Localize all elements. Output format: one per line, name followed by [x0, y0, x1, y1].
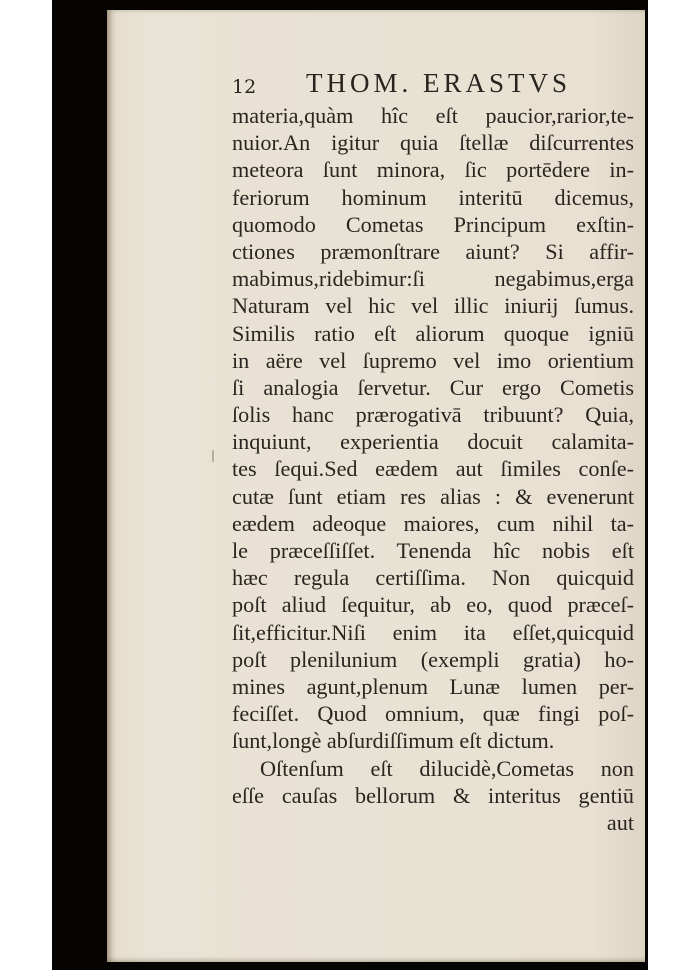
text-line: hæc regula certiſſima. Non quicquid: [232, 565, 634, 591]
text-line: ctiones præmonſtrare aiunt? Si affir-: [232, 238, 634, 264]
text-line: in aëre vel ſupremo vel imo orientium: [232, 347, 634, 373]
text-line: ſi analogia ſervetur. Cur ergo Cometis: [232, 374, 634, 400]
text-line: inquiunt, experientia docuit calamita-: [232, 429, 634, 455]
text-line: poſt plenilunium (exempli gratia) ho-: [232, 646, 634, 672]
running-head: [232, 68, 632, 104]
catchword: aut: [606, 809, 634, 835]
text-line: nuior.An igitur quia ſtellæ diſcurrentes: [232, 130, 634, 156]
page-number: 12: [232, 76, 257, 98]
text-line: cutæ ſunt etiam res alias : & evenerunt: [232, 483, 634, 509]
running-head-title: THOM. ERASTVS: [306, 68, 572, 98]
text-line: Oſtenſum eſt dilucidè,Cometas non: [260, 755, 634, 781]
text-line: Naturam vel hic vel illic iniurij ſumus.: [232, 293, 634, 319]
text-line: Similis ratio eſt aliorum quoque igniū: [232, 320, 634, 346]
text-line: feciſſet. Quod omnium, quæ fingi poſ-: [232, 701, 634, 727]
text-line: eſſe cauſas bellorum & interitus gentiū: [232, 782, 634, 808]
text-line: tes ſequi.Sed eædem aut ſimiles conſe-: [232, 456, 634, 482]
text-line: mabimus,ridebimur:ſi negabimus,erga: [232, 266, 634, 292]
text-line: ſolis hanc prærogativā tribuunt? Quia,: [232, 402, 634, 428]
text-line: ſit,efficitur.Niſi enim ita eſſet,quicquid: [232, 619, 634, 645]
text-line: poſt aliud ſequitur, ab eo, quod præceſ-: [232, 592, 634, 618]
text-line: quomodo Cometas Principum exſtin-: [232, 211, 634, 237]
body-text: [232, 102, 634, 836]
text-line: feriorum hominum interitū dicemus,: [232, 184, 634, 210]
text-line: ſunt,longè abſurdiſſimum eſt dictum.: [232, 728, 555, 754]
text-line: mines agunt,plenum Lunæ lumen per-: [232, 673, 634, 699]
text-line: eædem adeoque maiores, cum nihil ta-: [232, 510, 634, 536]
text-line: le præceſſiſſet. Tenenda hîc nobis eſt: [232, 538, 634, 563]
paper-blemish: [212, 450, 214, 462]
text-line: materia,quàm hîc eſt paucior,rarior,te-: [232, 103, 634, 128]
text-line: meteora ſunt minora, ſic portēdere in-: [232, 157, 634, 183]
